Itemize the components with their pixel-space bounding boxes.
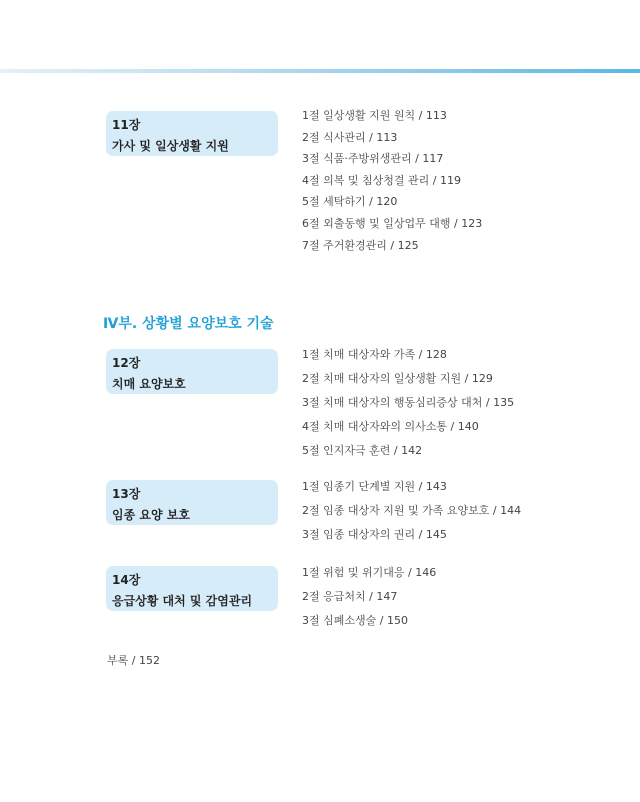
chapter-13-box xyxy=(106,480,278,525)
header-rule xyxy=(0,69,640,73)
chapter-11-sections xyxy=(302,105,482,256)
section-item: 2절 식사관리 / 113 xyxy=(302,130,398,144)
section-item: 3절 심폐소생술 / 150 xyxy=(302,614,408,627)
section-item: 4절 치매 대상자와의 의사소통 / 140 xyxy=(302,420,479,433)
section-item: 1절 치매 대상자와 가족 / 128 xyxy=(302,348,447,361)
section-item: 2절 임종 대상자 지원 및 가족 요양보호 / 144 xyxy=(302,504,522,517)
section-item: 2절 응급처치 / 147 xyxy=(302,590,398,603)
chapter-number: 13장 xyxy=(112,487,141,501)
appendix-entry: 부록 / 152 xyxy=(107,654,160,667)
section-item: 3절 치매 대상자의 행동심리증상 대처 / 135 xyxy=(302,396,515,409)
section-item: 5절 세탁하기 / 120 xyxy=(302,195,398,209)
section-item: 1절 위험 및 위기대응 / 146 xyxy=(302,566,437,579)
chapter-14-box xyxy=(106,566,278,611)
chapter-title: 치매 요양보호 xyxy=(112,377,186,391)
chapter-title: 가사 및 일상생활 지원 xyxy=(112,139,229,153)
part-heading: Ⅳ부. 상황별 요양보호 기술 xyxy=(103,316,274,332)
chapter-11-box xyxy=(106,111,278,156)
section-item: 1절 임종기 단계별 지원 / 143 xyxy=(302,480,447,493)
chapter-title: 임종 요양 보호 xyxy=(112,508,190,522)
section-item: 7절 주거환경관리 / 125 xyxy=(302,238,419,252)
chapter-number: 11장 xyxy=(112,118,141,132)
chapter-12-box xyxy=(106,349,278,394)
chapter-12-sections xyxy=(302,343,514,463)
section-item: 1절 일상생활 지원 원칙 / 113 xyxy=(302,109,447,122)
section-item: 3절 임종 대상자의 권리 / 145 xyxy=(302,528,447,541)
section-item: 3절 식품·주방위생관리 / 117 xyxy=(302,152,444,166)
chapter-title: 응급상황 대처 및 감염관리 xyxy=(112,594,253,608)
chapter-number: 14장 xyxy=(112,573,141,587)
section-item: 6절 외출동행 및 일상업무 대행 / 123 xyxy=(302,216,483,230)
chapter-14-sections xyxy=(302,561,436,633)
section-item: 2절 치매 대상자의 일상생활 지원 / 129 xyxy=(302,372,493,385)
chapter-number: 12장 xyxy=(112,356,141,370)
chapter-13-sections xyxy=(302,475,521,547)
section-item: 5절 인지자극 훈련 / 142 xyxy=(302,444,423,457)
section-item: 4절 의복 및 침상청결 관리 / 119 xyxy=(302,173,461,187)
